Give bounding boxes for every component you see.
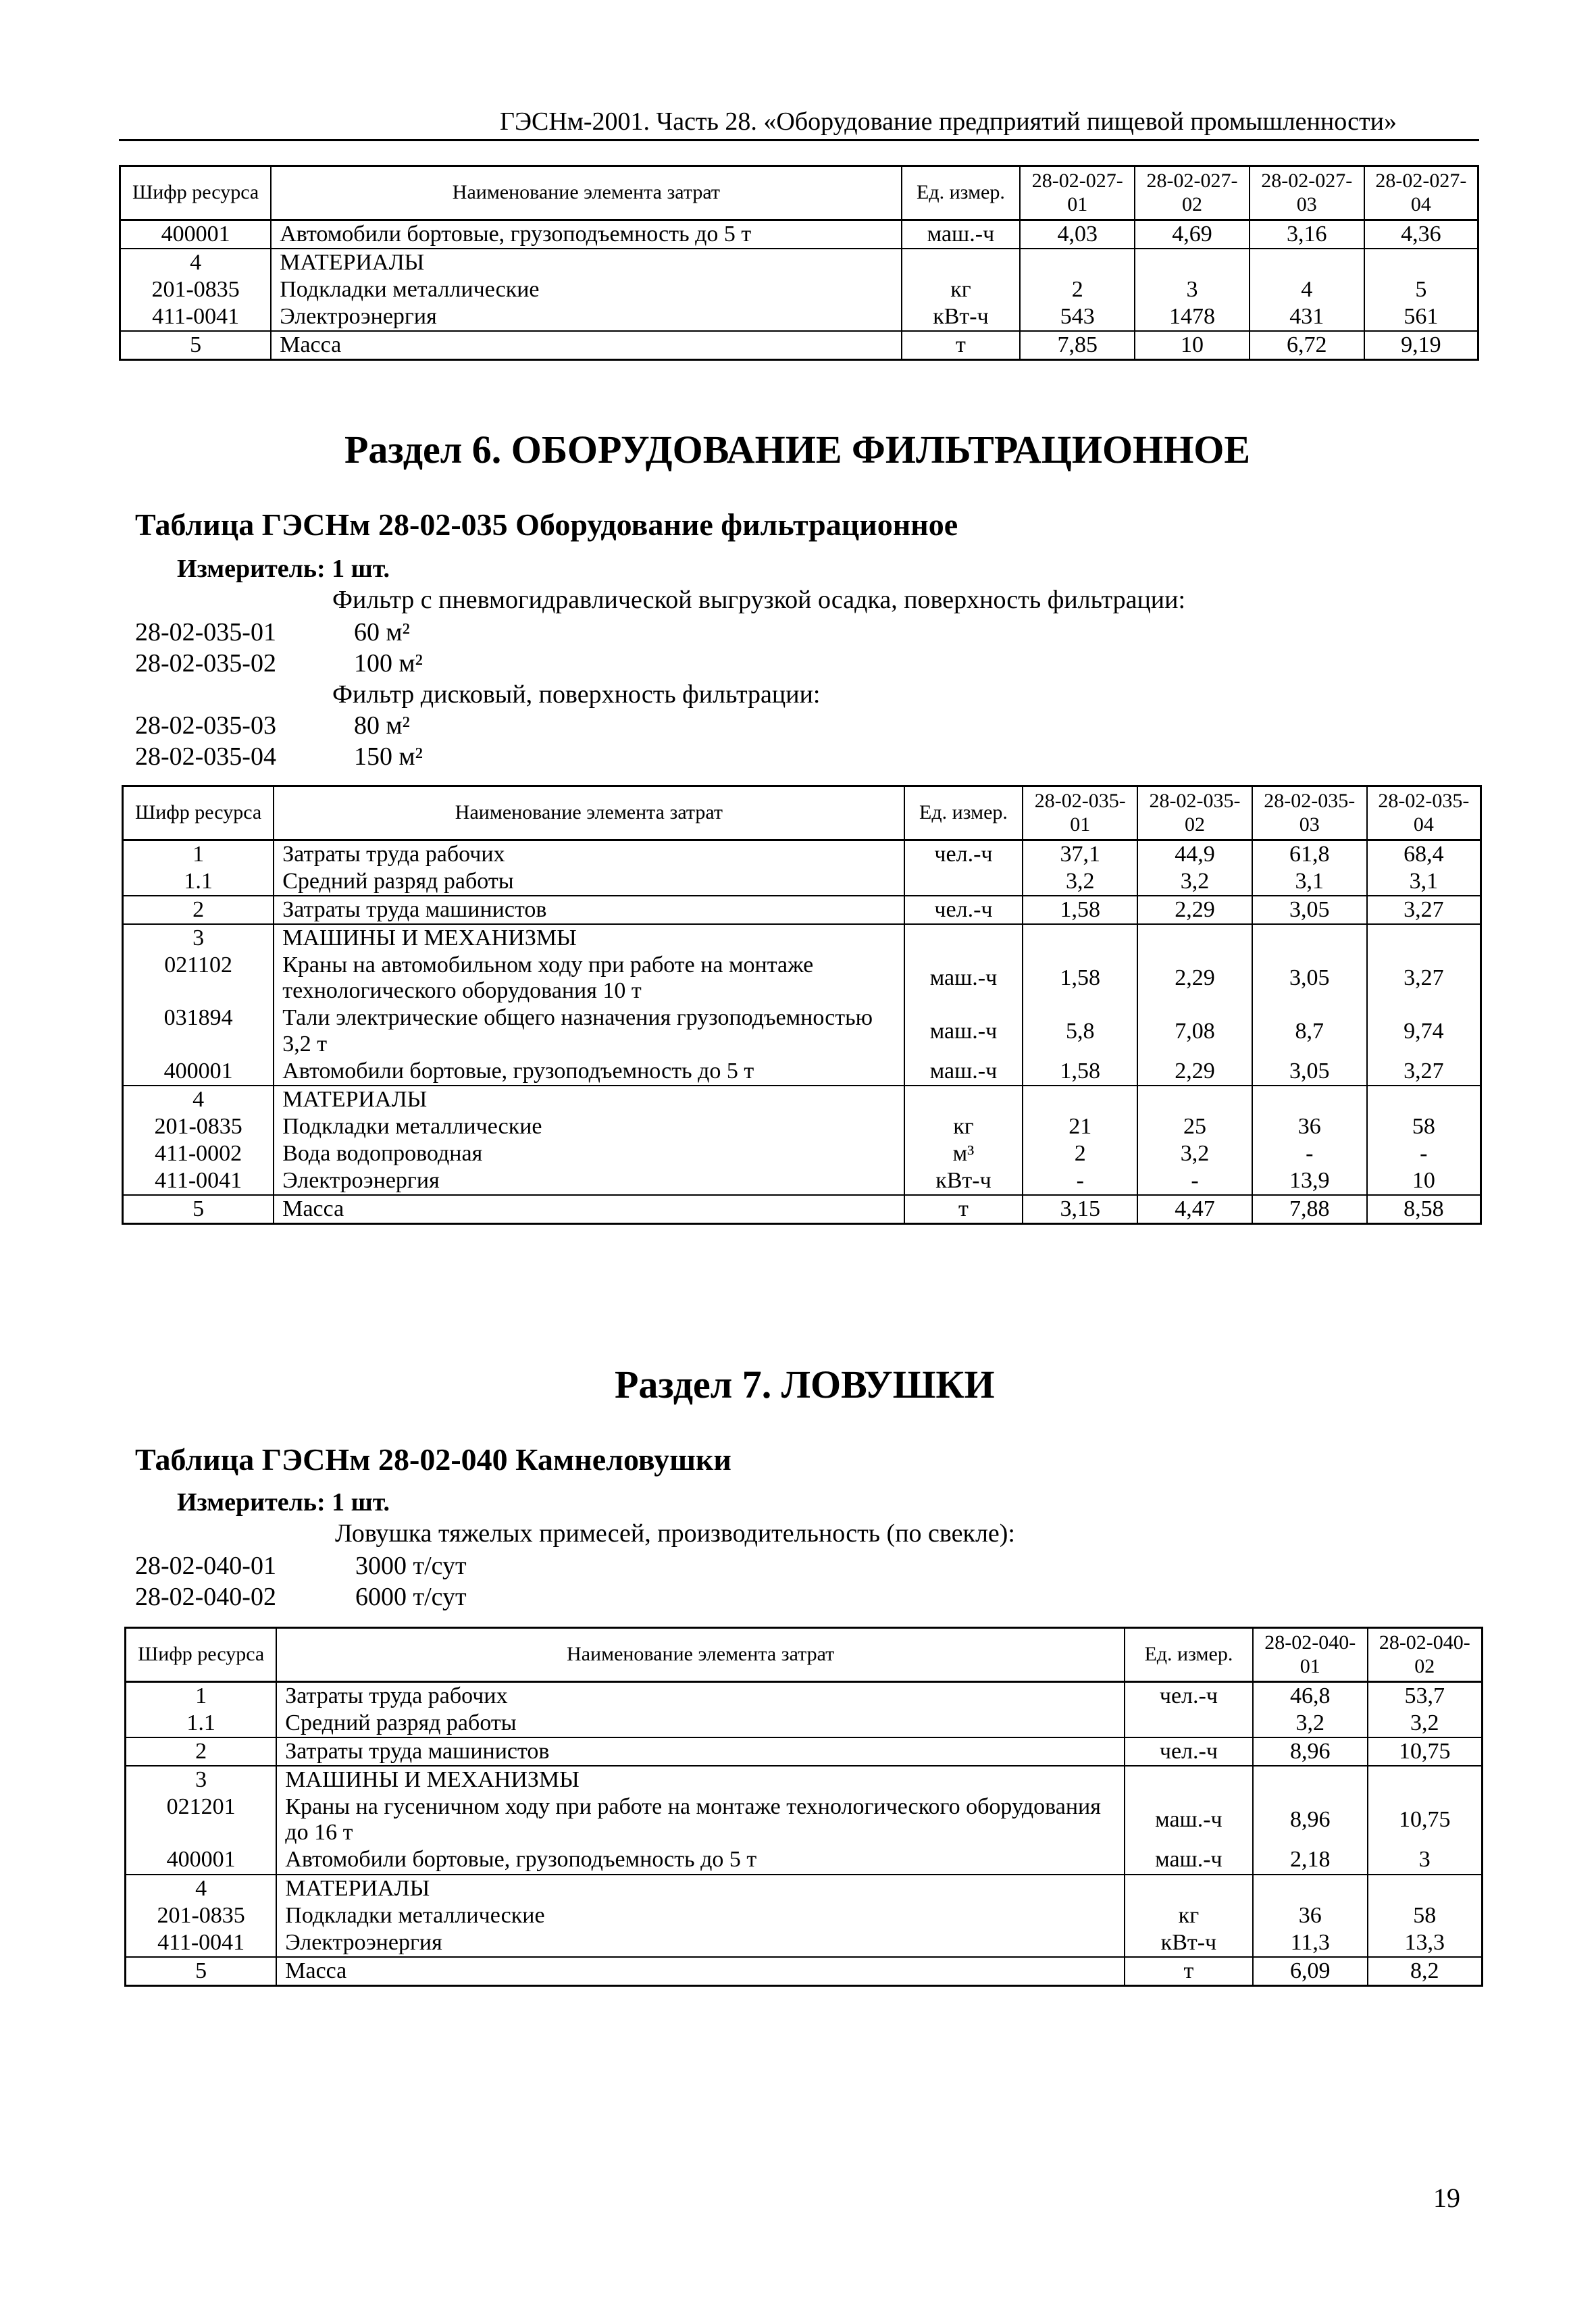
norm-value-cell: 2,18: [1253, 1846, 1368, 1874]
cost-element-name: Затраты труда машинистов: [274, 896, 904, 924]
norm-value: 100 м²: [354, 649, 423, 678]
resource-code: 1.1: [123, 868, 274, 896]
norm-value-cell: 8,96: [1253, 1794, 1368, 1846]
unit-of-measure: кг: [1125, 1902, 1253, 1929]
norm-value-cell: 13,3: [1368, 1929, 1483, 1957]
norm-value-cell: 3,27: [1367, 952, 1481, 1005]
cost-element-name: Масса: [276, 1957, 1125, 1986]
cost-element-name: МАТЕРИАЛЫ: [276, 1875, 1125, 1902]
norm-value-cell: 5,8: [1023, 1005, 1137, 1057]
resource-code: 2: [126, 1737, 277, 1766]
meter-label: Измеритель: 1 шт.: [177, 555, 390, 583]
norm-value-cell: 68,4: [1367, 840, 1481, 869]
section-6-title: Раздел 6. ОБОРУДОВАНИЕ ФИЛЬТРАЦИОННОЕ: [344, 428, 1251, 472]
norm-value-cell: 3,15: [1023, 1195, 1137, 1224]
col-head-unit: Ед. измер.: [902, 166, 1021, 220]
col-head-norm: 28-02-035-04: [1367, 786, 1481, 840]
resource-code: 3: [123, 924, 274, 952]
table-row: [123, 1195, 1481, 1224]
section-7-title: Раздел 7. ЛОВУШКИ: [615, 1363, 995, 1406]
resource-code: 2: [123, 896, 274, 924]
table-28-02-027: [119, 165, 1479, 361]
resource-code: 201-0835: [120, 276, 272, 303]
resource-code: 400001: [126, 1846, 277, 1874]
norm-value-cell: 2,29: [1137, 896, 1252, 924]
unit-of-measure: [1125, 1766, 1253, 1794]
norm-value-cell: 1,58: [1023, 952, 1137, 1005]
trap-description: Ловушка тяжелых примесей, производительность (по свекле):: [335, 1519, 1015, 1548]
col-head-code: Шифр ресурса: [123, 786, 274, 840]
cost-element-name: Электроэнергия: [274, 1167, 904, 1195]
cost-element-name: Подкладки металлические: [271, 276, 901, 303]
cost-element-name: Электроэнергия: [271, 303, 901, 331]
norm-value-cell: 1478: [1135, 303, 1250, 331]
norm-value-cell: 9,19: [1364, 331, 1478, 360]
cost-element-name: Тали электрические общего назначения грузоподъемностью 3,2 т: [274, 1005, 904, 1057]
norm-value-cell: [1020, 249, 1135, 276]
table-row: [126, 1902, 1483, 1929]
norm-value-cell: [1252, 1086, 1367, 1113]
col-head-norm: 28-02-035-03: [1252, 786, 1367, 840]
norm-code: 28-02-035-01: [135, 618, 276, 646]
norm-code: 28-02-035-04: [135, 742, 276, 771]
norm-value-cell: 3,2: [1253, 1710, 1368, 1737]
resource-code: 3: [126, 1766, 277, 1794]
norm-value-cell: 2: [1023, 1140, 1137, 1167]
norm-value-cell: [1253, 1766, 1368, 1794]
norm-value-cell: 6,09: [1253, 1957, 1368, 1986]
resource-code: 021201: [126, 1794, 277, 1846]
norm-value-cell: 10: [1367, 1167, 1481, 1195]
norm-value-cell: 3,1: [1252, 868, 1367, 896]
norm-value-cell: [1364, 249, 1478, 276]
col-head-norm: 28-02-035-01: [1023, 786, 1137, 840]
col-head-code: Шифр ресурса: [126, 1628, 277, 1682]
norm-value-cell: [1137, 924, 1252, 952]
cost-element-name: Затраты труда рабочих: [276, 1682, 1125, 1710]
norm-value-cell: 2: [1020, 276, 1135, 303]
norm-value-cell: 58: [1368, 1902, 1483, 1929]
table-row: [120, 249, 1478, 276]
unit-of-measure: маш.-ч: [904, 1058, 1023, 1086]
cost-element-name: МАТЕРИАЛЫ: [271, 249, 901, 276]
norm-value-cell: 11,3: [1253, 1929, 1368, 1957]
norm-value-cell: [1135, 249, 1250, 276]
cost-element-name: Средний разряд работы: [276, 1710, 1125, 1737]
norm-value-cell: [1368, 1875, 1483, 1902]
table-row: [120, 331, 1478, 360]
resource-code: 031894: [123, 1005, 274, 1057]
cost-element-name: МАШИНЫ И МЕХАНИЗМЫ: [276, 1766, 1125, 1794]
norm-value-cell: 10,75: [1368, 1794, 1483, 1846]
norm-value-cell: 3,1: [1367, 868, 1481, 896]
norm-value-cell: 21: [1023, 1113, 1137, 1140]
cost-element-name: Электроэнергия: [276, 1929, 1125, 1957]
table-row: [126, 1737, 1483, 1766]
norm-value-cell: [1253, 1875, 1368, 1902]
cost-element-name: Затраты труда рабочих: [274, 840, 904, 869]
unit-of-measure: чел.-ч: [904, 896, 1023, 924]
table-040-title: Таблица ГЭСНм 28-02-040 Камнеловушки: [135, 1442, 731, 1477]
unit-of-measure: [1125, 1710, 1253, 1737]
col-head-name: Наименование элемента затрат: [274, 786, 904, 840]
norm-value-cell: [1367, 1086, 1481, 1113]
unit-of-measure: маш.-ч: [902, 220, 1021, 249]
resource-code: 411-0041: [120, 303, 272, 331]
norm-value-cell: 3,2: [1368, 1710, 1483, 1737]
table-row: [120, 303, 1478, 331]
norm-code: 28-02-040-02: [135, 1583, 276, 1611]
cost-element-name: Вода водопроводная: [274, 1140, 904, 1167]
cost-element-name: МАШИНЫ И МЕХАНИЗМЫ: [274, 924, 904, 952]
norm-value-cell: 44,9: [1137, 840, 1252, 869]
norm-value-cell: 3,16: [1250, 220, 1364, 249]
col-head-norm: 28-02-027-01: [1020, 166, 1135, 220]
norm-value: 60 м²: [354, 618, 410, 646]
table-row: [120, 276, 1478, 303]
norm-value: 80 м²: [354, 711, 410, 740]
norm-value-cell: 53,7: [1368, 1682, 1483, 1710]
norm-value-cell: 58: [1367, 1113, 1481, 1140]
resource-code: 4: [123, 1086, 274, 1113]
cost-element-name: Подкладки металлические: [276, 1902, 1125, 1929]
norm-value-cell: [1367, 924, 1481, 952]
norm-value-cell: 4,36: [1364, 220, 1478, 249]
norm-value-cell: 61,8: [1252, 840, 1367, 869]
filter-description: Фильтр с пневмогидравлической выгрузкой осадка, поверхность фильтрации:: [332, 586, 1186, 614]
table-row: [123, 868, 1481, 896]
table-row: [123, 1086, 1481, 1113]
meter-label: Измеритель: 1 шт.: [177, 1488, 390, 1517]
norm-value-cell: [1023, 1086, 1137, 1113]
resource-code: 5: [126, 1957, 277, 1986]
norm-value-cell: 4,03: [1020, 220, 1135, 249]
cost-element-name: Средний разряд работы: [274, 868, 904, 896]
page-number: 19: [1433, 2183, 1460, 2213]
norm-value-cell: 3,2: [1023, 868, 1137, 896]
unit-of-measure: т: [1125, 1957, 1253, 1986]
unit-of-measure: т: [904, 1195, 1023, 1224]
unit-of-measure: [904, 924, 1023, 952]
resource-code: 4: [120, 249, 272, 276]
unit-of-measure: маш.-ч: [1125, 1846, 1253, 1874]
resource-code: 1: [126, 1682, 277, 1710]
norm-value-cell: 1,58: [1023, 1058, 1137, 1086]
norm-value-cell: 8,7: [1252, 1005, 1367, 1057]
norm-value-cell: 37,1: [1023, 840, 1137, 869]
norm-value-cell: 3,2: [1137, 868, 1252, 896]
unit-of-measure: т: [902, 331, 1021, 360]
resource-code: 411-0002: [123, 1140, 274, 1167]
table-row: [123, 896, 1481, 924]
table-row: [126, 1710, 1483, 1737]
norm-value-cell: 7,85: [1020, 331, 1135, 360]
resource-code: 400001: [123, 1058, 274, 1086]
table-28-02-040: [124, 1627, 1483, 1987]
norm-value-cell: 3,05: [1252, 1058, 1367, 1086]
cost-element-name: Затраты труда машинистов: [276, 1737, 1125, 1766]
resource-code: 1.1: [126, 1710, 277, 1737]
resource-code: 400001: [120, 220, 272, 249]
resource-code: 201-0835: [126, 1902, 277, 1929]
col-head-norm: 28-02-027-02: [1135, 166, 1250, 220]
norm-value-cell: -: [1252, 1140, 1367, 1167]
norm-value-cell: [1368, 1766, 1483, 1794]
norm-value-cell: 6,72: [1250, 331, 1364, 360]
col-head-name: Наименование элемента затрат: [271, 166, 901, 220]
unit-of-measure: [904, 868, 1023, 896]
norm-value-cell: [1252, 924, 1367, 952]
unit-of-measure: маш.-ч: [904, 1005, 1023, 1057]
unit-of-measure: кг: [902, 276, 1021, 303]
table-row: [126, 1929, 1483, 1957]
col-head-unit: Ед. измер.: [1125, 1628, 1253, 1682]
norm-value-cell: 4: [1250, 276, 1364, 303]
resource-code: 201-0835: [123, 1113, 274, 1140]
norm-value-cell: 3,05: [1252, 896, 1367, 924]
resource-code: 021102: [123, 952, 274, 1005]
norm-value-cell: 10: [1135, 331, 1250, 360]
table-row: [123, 1113, 1481, 1140]
unit-of-measure: [902, 249, 1021, 276]
norm-value-cell: 8,58: [1367, 1195, 1481, 1224]
norm-code: 28-02-040-01: [135, 1552, 276, 1580]
norm-value: 6000 т/сут: [355, 1583, 467, 1611]
norm-value-cell: 13,9: [1252, 1167, 1367, 1195]
unit-of-measure: чел.-ч: [904, 840, 1023, 869]
col-head-norm: 28-02-040-01: [1253, 1628, 1368, 1682]
norm-value-cell: 36: [1253, 1902, 1368, 1929]
norm-value-cell: 561: [1364, 303, 1478, 331]
norm-value-cell: -: [1367, 1140, 1481, 1167]
unit-of-measure: м³: [904, 1140, 1023, 1167]
resource-code: 1: [123, 840, 274, 869]
norm-code: 28-02-035-02: [135, 649, 276, 678]
norm-value-cell: 543: [1020, 303, 1135, 331]
resource-code: 411-0041: [123, 1167, 274, 1195]
cost-element-name: Краны на автомобильном ходу при работе на монтаже технологического оборудования 10 т: [274, 952, 904, 1005]
norm-value-cell: 36: [1252, 1113, 1367, 1140]
col-head-code: Шифр ресурса: [120, 166, 272, 220]
table-row: [123, 1005, 1481, 1057]
unit-of-measure: кВт-ч: [1125, 1929, 1253, 1957]
unit-of-measure: кг: [904, 1113, 1023, 1140]
unit-of-measure: [1125, 1875, 1253, 1902]
table-row: [126, 1794, 1483, 1846]
norm-value-cell: 46,8: [1253, 1682, 1368, 1710]
norm-value-cell: 431: [1250, 303, 1364, 331]
col-head-name: Наименование элемента затрат: [276, 1628, 1125, 1682]
resource-code: 4: [126, 1875, 277, 1902]
col-head-norm: 28-02-027-04: [1364, 166, 1478, 220]
col-head-norm: 28-02-035-02: [1137, 786, 1252, 840]
table-row: [126, 1957, 1483, 1986]
cost-element-name: Подкладки металлические: [274, 1113, 904, 1140]
cost-element-name: Автомобили бортовые, грузоподъемность до 5 т: [276, 1846, 1125, 1874]
cost-element-name: Масса: [274, 1195, 904, 1224]
norm-value-cell: -: [1137, 1167, 1252, 1195]
cost-element-name: Автомобили бортовые, грузоподъемность до 5 т: [271, 220, 901, 249]
norm-value-cell: [1250, 249, 1364, 276]
norm-value-cell: -: [1023, 1167, 1137, 1195]
norm-value-cell: 8,96: [1253, 1737, 1368, 1766]
norm-value-cell: 3,05: [1252, 952, 1367, 1005]
unit-of-measure: маш.-ч: [1125, 1794, 1253, 1846]
page-header: ГЭСНм-2001. Часть 28. «Оборудование предприятий пищевой промышленности»: [500, 107, 1397, 136]
norm-value-cell: 10,75: [1368, 1737, 1483, 1766]
norm-value-cell: [1023, 924, 1137, 952]
table-row: [126, 1682, 1483, 1710]
norm-value: 150 м²: [354, 742, 423, 771]
unit-of-measure: маш.-ч: [904, 952, 1023, 1005]
table-row: [123, 840, 1481, 869]
cost-element-name: МАТЕРИАЛЫ: [274, 1086, 904, 1113]
table-28-02-035: [122, 785, 1482, 1225]
norm-value: 3000 т/сут: [355, 1552, 467, 1580]
resource-code: 5: [120, 331, 272, 360]
norm-value-cell: 7,88: [1252, 1195, 1367, 1224]
unit-of-measure: кВт-ч: [902, 303, 1021, 331]
table-035-title: Таблица ГЭСНм 28-02-035 Оборудование фильтрационное: [135, 507, 958, 542]
col-head-norm: 28-02-040-02: [1368, 1628, 1483, 1682]
norm-value-cell: 1,58: [1023, 896, 1137, 924]
norm-value-cell: 5: [1364, 276, 1478, 303]
table-row: [120, 220, 1478, 249]
unit-of-measure: [904, 1086, 1023, 1113]
unit-of-measure: чел.-ч: [1125, 1737, 1253, 1766]
resource-code: 5: [123, 1195, 274, 1224]
norm-value-cell: 3,27: [1367, 1058, 1481, 1086]
cost-element-name: Автомобили бортовые, грузоподъемность до 5 т: [274, 1058, 904, 1086]
norm-value-cell: 3: [1135, 276, 1250, 303]
table-row: [126, 1875, 1483, 1902]
header-rule: [119, 139, 1479, 141]
norm-value-cell: 9,74: [1367, 1005, 1481, 1057]
table-row: [123, 1167, 1481, 1195]
table-row: [126, 1846, 1483, 1874]
norm-value-cell: 4,47: [1137, 1195, 1252, 1224]
norm-value-cell: 8,2: [1368, 1957, 1483, 1986]
norm-value-cell: 3,2: [1137, 1140, 1252, 1167]
cost-element-name: Краны на гусеничном ходу при работе на монтаже технологического оборудования до 16 т: [276, 1794, 1125, 1846]
unit-of-measure: кВт-ч: [904, 1167, 1023, 1195]
norm-value-cell: 7,08: [1137, 1005, 1252, 1057]
table-row: [123, 1058, 1481, 1086]
norm-value-cell: 25: [1137, 1113, 1252, 1140]
norm-value-cell: 2,29: [1137, 1058, 1252, 1086]
norm-value-cell: [1137, 1086, 1252, 1113]
cost-element-name: Масса: [271, 331, 901, 360]
filter-description: Фильтр дисковый, поверхность фильтрации:: [332, 680, 821, 709]
col-head-norm: 28-02-027-03: [1250, 166, 1364, 220]
norm-code: 28-02-035-03: [135, 711, 276, 740]
table-row: [126, 1766, 1483, 1794]
norm-value-cell: 4,69: [1135, 220, 1250, 249]
norm-value-cell: 2,29: [1137, 952, 1252, 1005]
table-row: [123, 924, 1481, 952]
table-row: [123, 952, 1481, 1005]
table-row: [123, 1140, 1481, 1167]
resource-code: 411-0041: [126, 1929, 277, 1957]
norm-value-cell: 3,27: [1367, 896, 1481, 924]
norm-value-cell: 3: [1368, 1846, 1483, 1874]
unit-of-measure: чел.-ч: [1125, 1682, 1253, 1710]
col-head-unit: Ед. измер.: [904, 786, 1023, 840]
